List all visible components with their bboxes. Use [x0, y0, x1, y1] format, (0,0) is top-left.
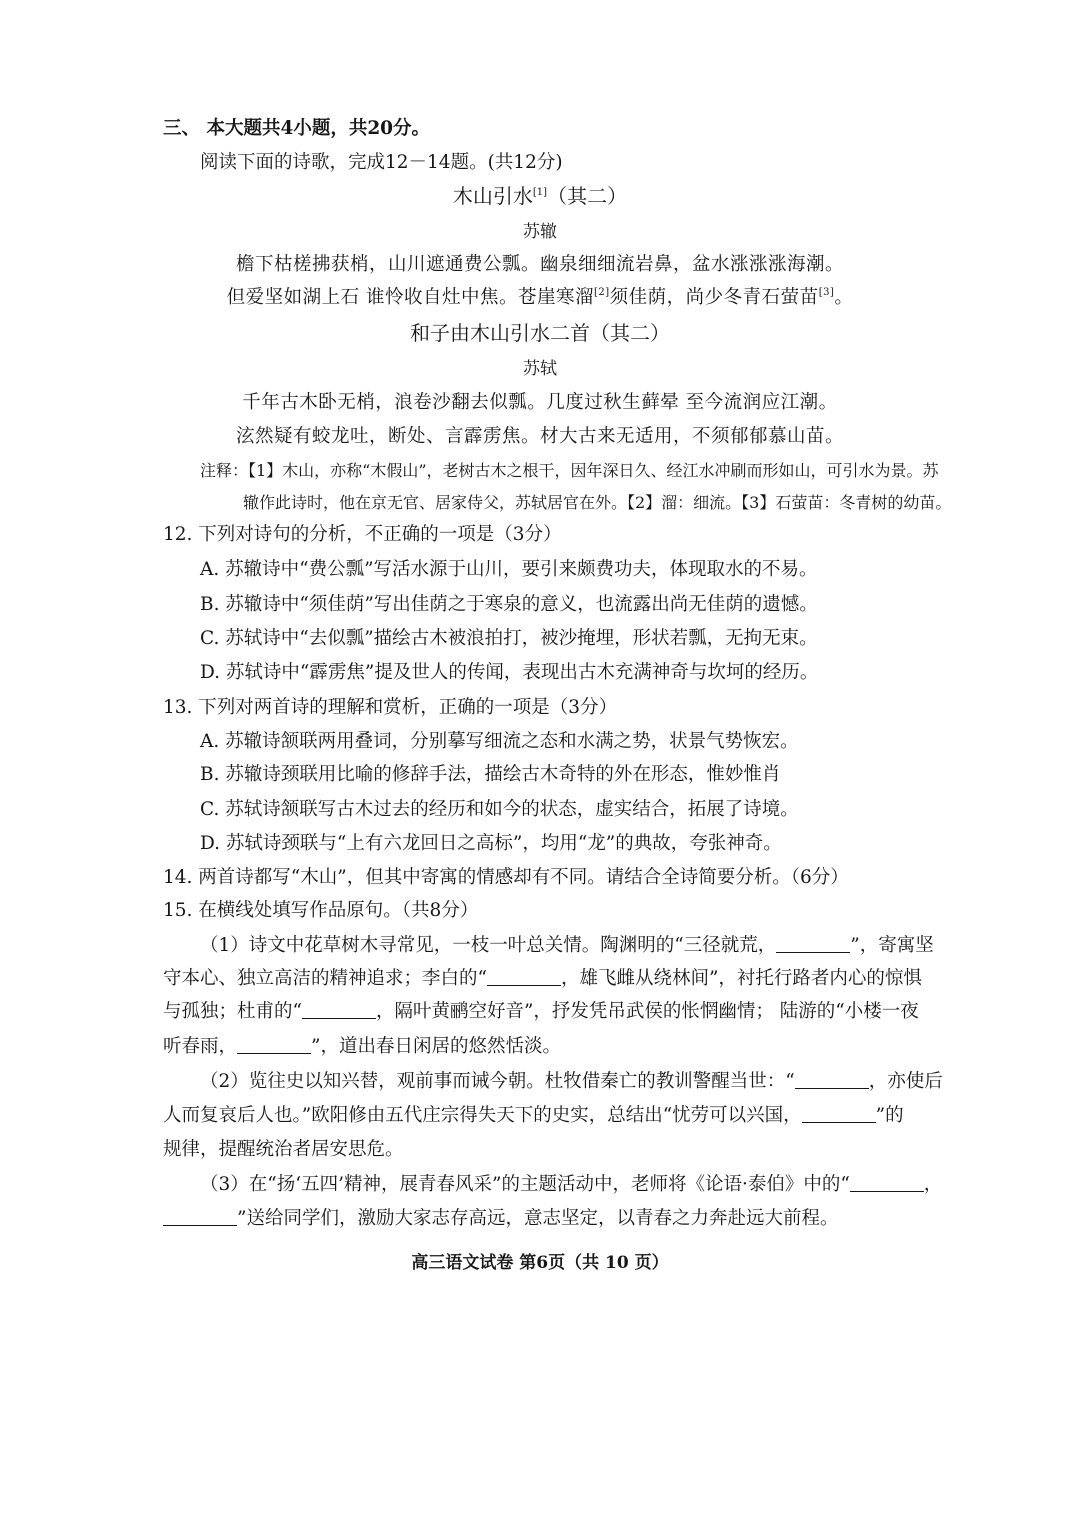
- poem1-title-note: [1]: [532, 187, 548, 198]
- answer-blank-2[interactable]: [487, 967, 561, 986]
- answer-blank-8[interactable]: [163, 1207, 237, 1226]
- q15-p3-l1a: （3）在“扬‘五四’精神，展青春风采”的主题活动中，老师将《论语·泰伯》中的“: [200, 1174, 850, 1195]
- q15-p1-l3b: ，隔叶黄鹂空好音”，抒发凭吊武侯的怅惘幽情； 陆游的“小楼一夜: [375, 1001, 919, 1022]
- poem1-note-2: [2]: [594, 287, 610, 298]
- q15-p1-l2a: 守本心、独立高洁的精神追求；李白的“: [163, 968, 487, 989]
- q15-p1-l3a: 与孤独；杜甫的“: [163, 1001, 302, 1022]
- q15-p1-l4b: ”，道出春日闲居的悠然恬淡。: [311, 1036, 561, 1057]
- poem1-line-2a: 但爱坚如湖上石 谁怜收自灶中焦。苍崖寒溜: [226, 287, 594, 308]
- section-heading: 三、 本大题共4小题，共20分。: [163, 118, 431, 139]
- q15-p2-line-3: 规律，提醒统治者居安思危。: [163, 1139, 404, 1160]
- answer-blank-6[interactable]: [802, 1104, 876, 1123]
- q12-option-a: A. 苏辙诗中“费公瓢”写活水源于山川，要引来颇费功夫，体现取水的不易。: [200, 559, 818, 580]
- poem2-title: 和子由木山引水二首（其二）: [410, 321, 670, 345]
- poem1-title-suffix: （其二）: [547, 184, 628, 208]
- q12-option-b: B. 苏辙诗中“须佳荫”写出佳荫之于寒泉的意义，也流露出尚无佳荫的遗憾。: [200, 594, 818, 615]
- q15-p1-l1b: ”，寄寓坚: [850, 935, 934, 956]
- answer-blank-7[interactable]: [850, 1173, 924, 1192]
- q15-p2-line-2: [163, 1103, 904, 1129]
- poem2-author: 苏轼: [523, 359, 557, 379]
- q15-p2-l2a: 人而复哀后人也。”欧阳修由五代庄宗得失天下的史实，总结出“忧劳可以兴国，: [163, 1105, 802, 1126]
- section-intro: 阅读下面的诗歌，完成12－14题。(共12分): [200, 152, 563, 173]
- q15-p1-l1a: （1）诗文中花草树木寻常见，一枝一叶总关情。陶渊明的“三径就荒，: [200, 935, 777, 956]
- q14-stem: 14. 两首诗都写“木山”，但其中寄寓的情感却有不同。请结合全诗简要分析。（6分）: [163, 867, 849, 888]
- annotation-line-2: 辙作此诗时，他在京无官、居家侍父，苏轼居官在外。【2】溜：细流。【3】石萤苗：冬青树的幼苗。: [243, 493, 952, 512]
- q15-p2-l1b: ，亦使后: [868, 1071, 943, 1092]
- annotation-line-1: 注释：【1】木山，亦称“木假山”，老树古木之根干，因年深日久、经江水冲刷而形如山，可引水为景。苏: [200, 461, 939, 480]
- q15-p3-line-2: [163, 1206, 838, 1232]
- q15-p1-line-4: [163, 1034, 561, 1060]
- q15-p2-line-1: [200, 1069, 943, 1095]
- answer-blank-1[interactable]: [776, 934, 850, 953]
- poem2-line-1: 千年古木卧无梢，浪卷沙翻去似瓢。几度过秋生藓晕 至今流润应江潮。: [242, 392, 838, 413]
- q15-stem: 15. 在横线处填写作品原句。（共8分）: [163, 900, 479, 921]
- poem1-title: [0, 183, 1080, 209]
- poem1-line-2c: 。: [834, 287, 854, 308]
- poem1-line-2b: 须佳荫，尚少冬青石萤苗: [609, 287, 819, 308]
- q15-p1-line-1: [200, 933, 934, 959]
- poem1-author: 苏辙: [523, 222, 557, 242]
- q12-stem: 12. 下列对诗句的分析，不正确的一项是（3分）: [163, 524, 562, 545]
- q13-option-d: D. 苏轼诗颈联与“上有六龙回日之高标”，均用“龙”的典故，夸张神奇。: [200, 833, 782, 854]
- poem1-title-text: 木山引水: [452, 184, 533, 208]
- answer-blank-3[interactable]: [302, 1000, 376, 1019]
- q13-option-c: C. 苏轼诗颔联写古木过去的经历和如今的状态，虚实结合，拓展了诗境。: [200, 799, 799, 820]
- poem1-line-1: 檐下枯槎拂获梢，山川遮通费公瓢。幽泉细细流岩鼻，盆水涨涨涨海潮。: [235, 254, 844, 275]
- poem1-note-3: [3]: [818, 287, 835, 298]
- q15-p1-l4a: 听春雨，: [163, 1036, 238, 1057]
- q15-p2-l2b: ”的: [875, 1105, 904, 1126]
- q13-option-b: B. 苏辙诗颈联用比喻的修辞手法，描绘古木奇特的外在形态，惟妙惟肖: [200, 764, 781, 785]
- poem2-line-2: 泫然疑有蛟龙吐，断处、言霹雳焦。材大古来无适用，不须郁郁慕山苗。: [235, 426, 844, 447]
- q15-p2-l1a: （2）览往史以知兴替，观前事而诫今朝。杜牧借秦亡的教训警醒当世：“: [200, 1071, 795, 1092]
- q15-p3-line-1: [200, 1172, 942, 1198]
- q12-option-c: C. 苏轼诗中“去似瓢”描绘古木被浪拍打，被沙掩埋，形状若瓢，无拘无束。: [200, 628, 818, 649]
- page-footer: 高三语文试卷 第6页（共 10 页）: [411, 1253, 669, 1273]
- q15-p3-l1b: ，: [923, 1174, 943, 1195]
- q13-option-a: A. 苏辙诗颔联两用叠词，分别摹写细流之态和水满之势，状景气势恢宏。: [200, 731, 799, 752]
- answer-blank-5[interactable]: [795, 1070, 869, 1089]
- q13-stem: 13. 下列对两首诗的理解和赏析，正确的一项是（3分）: [163, 697, 618, 718]
- q15-p1-line-3: [163, 999, 919, 1025]
- q15-p3-l2b: ”送给同学们，激励大家志存高远，意志坚定，以青春之力奔赴远大前程。: [237, 1208, 839, 1229]
- answer-blank-4[interactable]: [237, 1035, 311, 1054]
- q12-option-d: D. 苏轼诗中“霹雳焦”提及世人的传闻，表现出古木充满神奇与坎坷的经历。: [200, 662, 819, 683]
- q15-p1-line-2: [163, 966, 922, 992]
- poem1-line-2: [0, 285, 1080, 311]
- q15-p1-l2b: ，雄飞雌从绕林间”，衬托行路者内心的惊惧: [560, 968, 922, 989]
